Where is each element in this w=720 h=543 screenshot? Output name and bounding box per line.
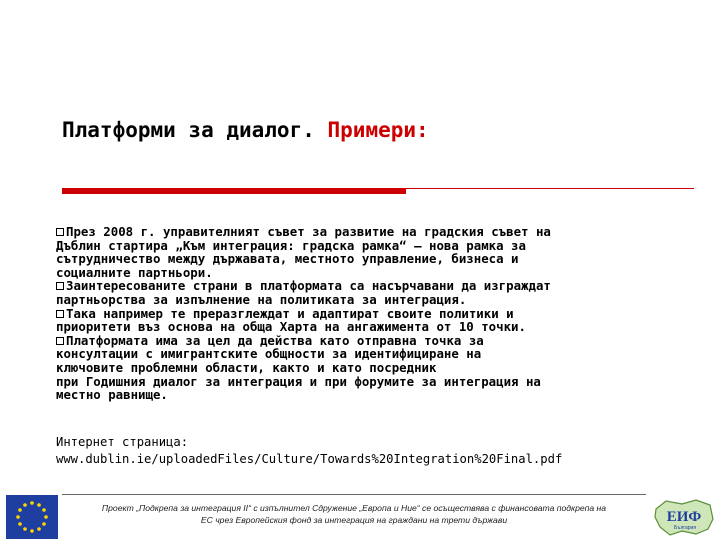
paragraph-2	[56, 279, 666, 306]
line: През 2008 г. управителният съвет за развитие на градския съвет на	[66, 224, 551, 239]
bullet-box-icon	[56, 228, 64, 236]
website-reference	[56, 434, 696, 468]
line: ключовите проблемни области, както и като посредник	[56, 359, 437, 375]
logo-text: ЕИФ	[666, 509, 702, 525]
website-label: Интернет страница:	[56, 435, 189, 449]
eu-stars-icon	[6, 495, 58, 539]
bulgaria-map-logo-icon	[652, 495, 716, 539]
body-text	[56, 225, 666, 402]
line: при Годишния диалог за интеграция и при форумите за интеграция на	[56, 373, 541, 389]
eu-flag-icon	[6, 495, 58, 539]
logo-subtext: България	[673, 525, 697, 531]
bullet-box-icon	[56, 310, 64, 318]
website-url-link[interactable]: www.dublin.ie/uploadedFiles/Culture/Towards%20Integration%20Final.pdf	[56, 452, 563, 466]
line: Заинтересованите страни в платформата са насърчавани да изграждат	[66, 278, 551, 294]
footer-divider	[62, 494, 646, 495]
slide-title	[62, 118, 429, 142]
slide-title-text: Платформи за диалог.	[62, 118, 328, 142]
line: социалните партньори.	[56, 264, 213, 280]
footer-line-1: Проект „Подкрепа за интеграция II“ с изпълнител Сдружение „Европа и Ние“ се осъществява с финансовата подкрепа на	[101, 503, 607, 513]
slide-title-accent: Примери:	[327, 118, 429, 142]
footer-line-2: ЕС чрез Европейския фонд за интеграция на граждани на трети държави	[200, 515, 508, 525]
line: местно равнище.	[56, 387, 168, 403]
footer-text	[62, 502, 646, 526]
line: сътрудничество между държавата, местното управление, бизнеса и	[56, 251, 519, 267]
paragraph-3	[56, 307, 666, 334]
title-underline-thin	[406, 188, 694, 189]
line: Платформата има за цел да действа като отправна точка за	[66, 332, 484, 348]
line: приоритети въз основа на обща Харта на ангажимента от 10 точки.	[56, 319, 526, 335]
footer	[0, 493, 720, 540]
line: консултации с имигрантските общности за идентифициране на	[56, 346, 482, 362]
title-underline-thick	[62, 188, 406, 194]
bullet-box-icon	[56, 282, 64, 290]
line: Дъблин стартира „Към интеграция: градска рамка“ — нова рамка за	[56, 237, 526, 253]
bullet-box-icon	[56, 337, 64, 345]
line: партньорства за изпълнение на политиката за интеграция.	[56, 291, 467, 307]
paragraph-4	[56, 334, 666, 402]
eif-logo	[652, 495, 716, 539]
line: Така например те преразглеждат и адаптират своите политики и	[66, 305, 514, 321]
paragraph-1	[56, 225, 666, 279]
